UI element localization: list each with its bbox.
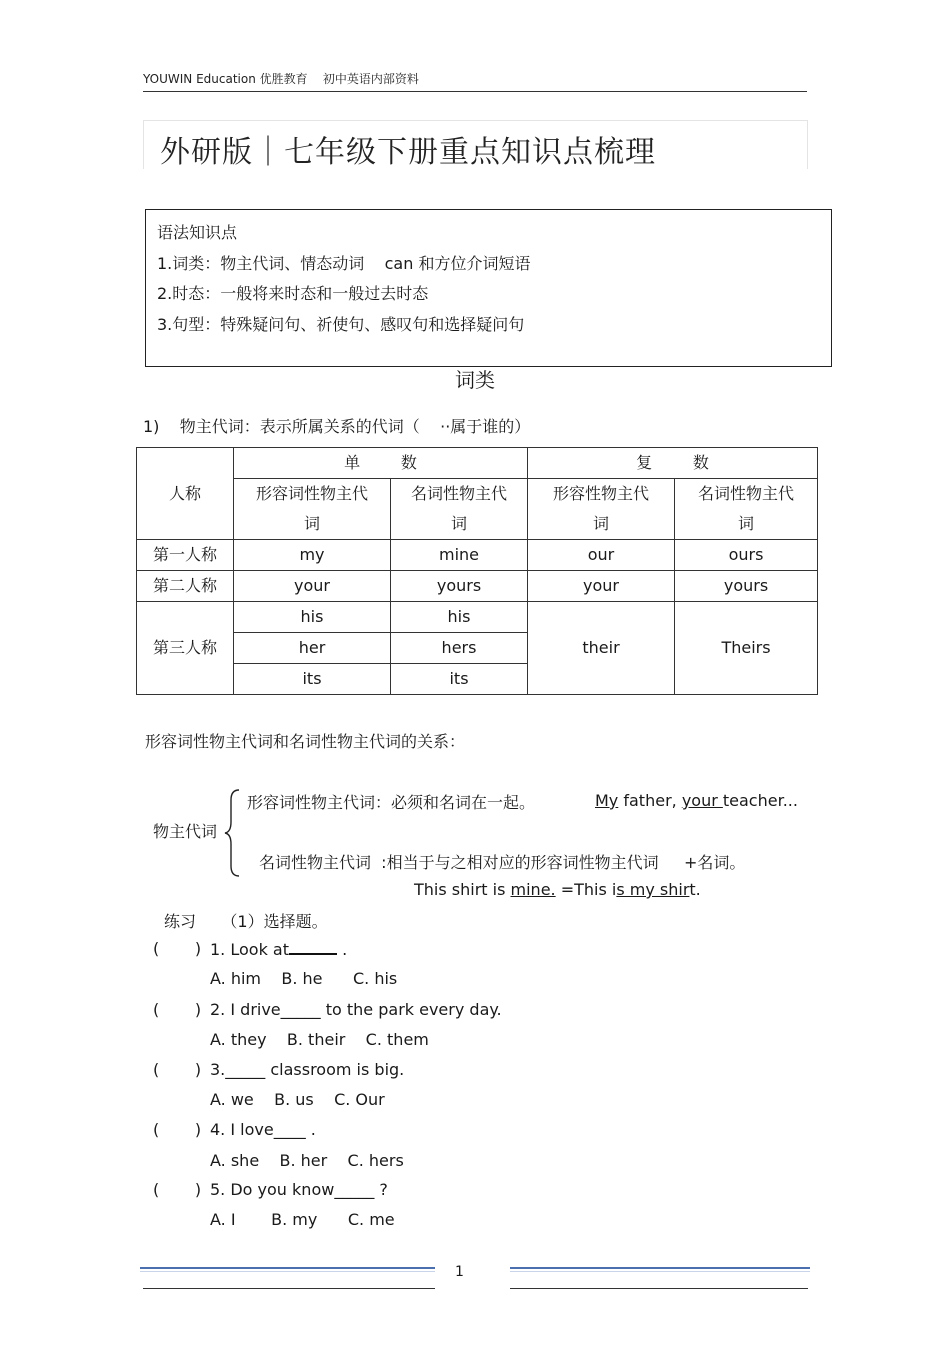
table-row [137,602,818,633]
page-number: 1 [455,1264,464,1280]
page-header: YOUWIN Education 优胜教育 初中英语内部资料 [143,72,419,86]
relation-title: 形容词性物主代词和名词性物主代词的关系： [145,732,466,751]
question-text: 3._____ classroom is big. [210,1060,405,1079]
footer-divider [510,1267,810,1269]
possessive-intro: 1) 物主代词：表示所属关系的代词（ ··属于谁的） [143,417,531,436]
table-cell: his [391,602,528,633]
row-label: 第二人称 [137,571,234,602]
question-text: 4. I love____ . [210,1120,316,1139]
table-cell: ours [675,540,818,571]
table-cell: its [234,664,391,695]
answer-blank[interactable]: ( ) [153,939,202,958]
question-options: A. I B. my C. me [210,1210,395,1229]
question-options: A. him B. he C. his [210,969,398,988]
table-cell: Theirs [675,602,818,695]
table-cell: its [391,664,528,695]
curly-brace-icon [224,788,244,878]
subheader-cell: 形容性物主代 [528,479,675,510]
table-row [137,571,818,602]
header-divider [143,91,807,92]
person-header: 人称 [137,448,234,540]
table-cell: yours [675,571,818,602]
table-cell: their [528,602,675,695]
table-cell: his [234,602,391,633]
table-cell: hers [391,633,528,664]
subheader-cell: 词 [234,509,391,540]
possessive-pronoun-table [136,447,818,695]
singular-header: 单 数 [234,448,528,479]
footer-divider [510,1271,810,1272]
row-label: 第三人称 [137,602,234,695]
row-label: 第一人称 [137,540,234,571]
grammar-item: 1.词类：物主代词、情态动词 can 和方位介词短语 [157,254,531,273]
subheader-cell: 词 [391,509,528,540]
practice-heading: 练习 （1）选择题。 [164,912,328,931]
table-cell: her [234,633,391,664]
footer-divider [510,1288,808,1289]
table-row [137,540,818,571]
table-cell: your [528,571,675,602]
answer-blank[interactable]: ( ) [153,1120,202,1139]
grammar-summary-box [145,209,832,367]
answer-blank[interactable]: ( ) [153,1180,202,1199]
possessive-label: 物主代词 [153,822,218,841]
question-options: A. they B. their C. them [210,1030,429,1049]
adj-example: My father, your teacher... [595,791,798,810]
table-cell: yours [391,571,528,602]
question-text: 2. I drive_____ to the park every day. [210,1000,502,1019]
table-cell: my [234,540,391,571]
table-cell: your [234,571,391,602]
footer-divider [143,1288,435,1289]
subheader-cell: 名词性物主代 [391,479,528,510]
subheader-cell: 词 [675,509,818,540]
grammar-item: 3.句型：特殊疑问句、祈使句、感叹句和选择疑问句 [157,315,525,334]
footer-divider [140,1267,435,1269]
question-text: 1. Look at . [210,940,348,959]
grammar-item: 2.时态：一般将来时态和一般过去时态 [157,284,429,303]
table-cell: our [528,540,675,571]
question-options: A. we B. us C. Our [210,1090,385,1109]
grammar-heading: 语法知识点 [157,223,238,242]
question-text: 5. Do you know_____ ? [210,1180,388,1199]
subheader-cell: 词 [528,509,675,540]
subheader-cell: 名词性物主代 [675,479,818,510]
noun-rule: 名词性物主代词 :相当于与之相对应的形容词性物主代词 +名词。 [259,853,746,872]
answer-blank[interactable]: ( ) [153,1000,202,1019]
question-options: A. she B. her C. hers [210,1151,404,1170]
noun-example: This shirt is mine. =This is my shirt. [414,880,701,899]
subheader-cell: 形容词性物主代 [234,479,391,510]
footer-divider [140,1271,435,1272]
adj-rule: 形容词性物主代词：必须和名词在一起。 [247,793,536,812]
plural-header: 复 数 [528,448,818,479]
answer-blank[interactable]: ( ) [153,1060,202,1079]
page-title: 外研版｜七年级下册重点知识点梳理 [160,135,656,170]
section-title: 词类 [455,368,495,392]
table-cell: mine [391,540,528,571]
